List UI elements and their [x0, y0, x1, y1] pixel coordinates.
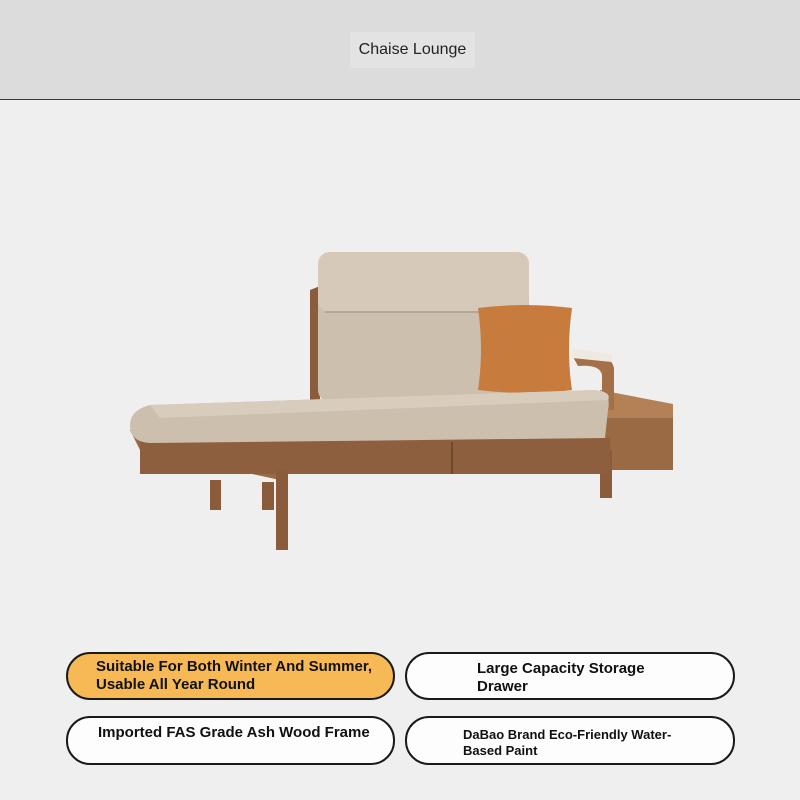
feature-label: DaBao Brand Eco-Friendly Water-Based Paint	[463, 727, 672, 758]
feature-pill-storage[interactable]	[405, 652, 735, 700]
chaise-lounge-illustration	[0, 100, 800, 640]
feature-pill-all-season[interactable]	[66, 652, 395, 700]
feature-pill-ash-wood[interactable]	[66, 716, 395, 765]
product-image	[0, 100, 800, 640]
feature-pill-eco-paint[interactable]	[405, 716, 735, 765]
header-bar	[0, 0, 800, 100]
feature-label: Imported FAS Grade Ash Wood Frame	[98, 724, 370, 741]
feature-label: Large Capacity Storage Drawer	[477, 660, 645, 695]
page-title: Chaise Lounge	[350, 32, 475, 68]
feature-label: Suitable For Both Winter And Summer, Usable All Year Round	[96, 658, 372, 693]
